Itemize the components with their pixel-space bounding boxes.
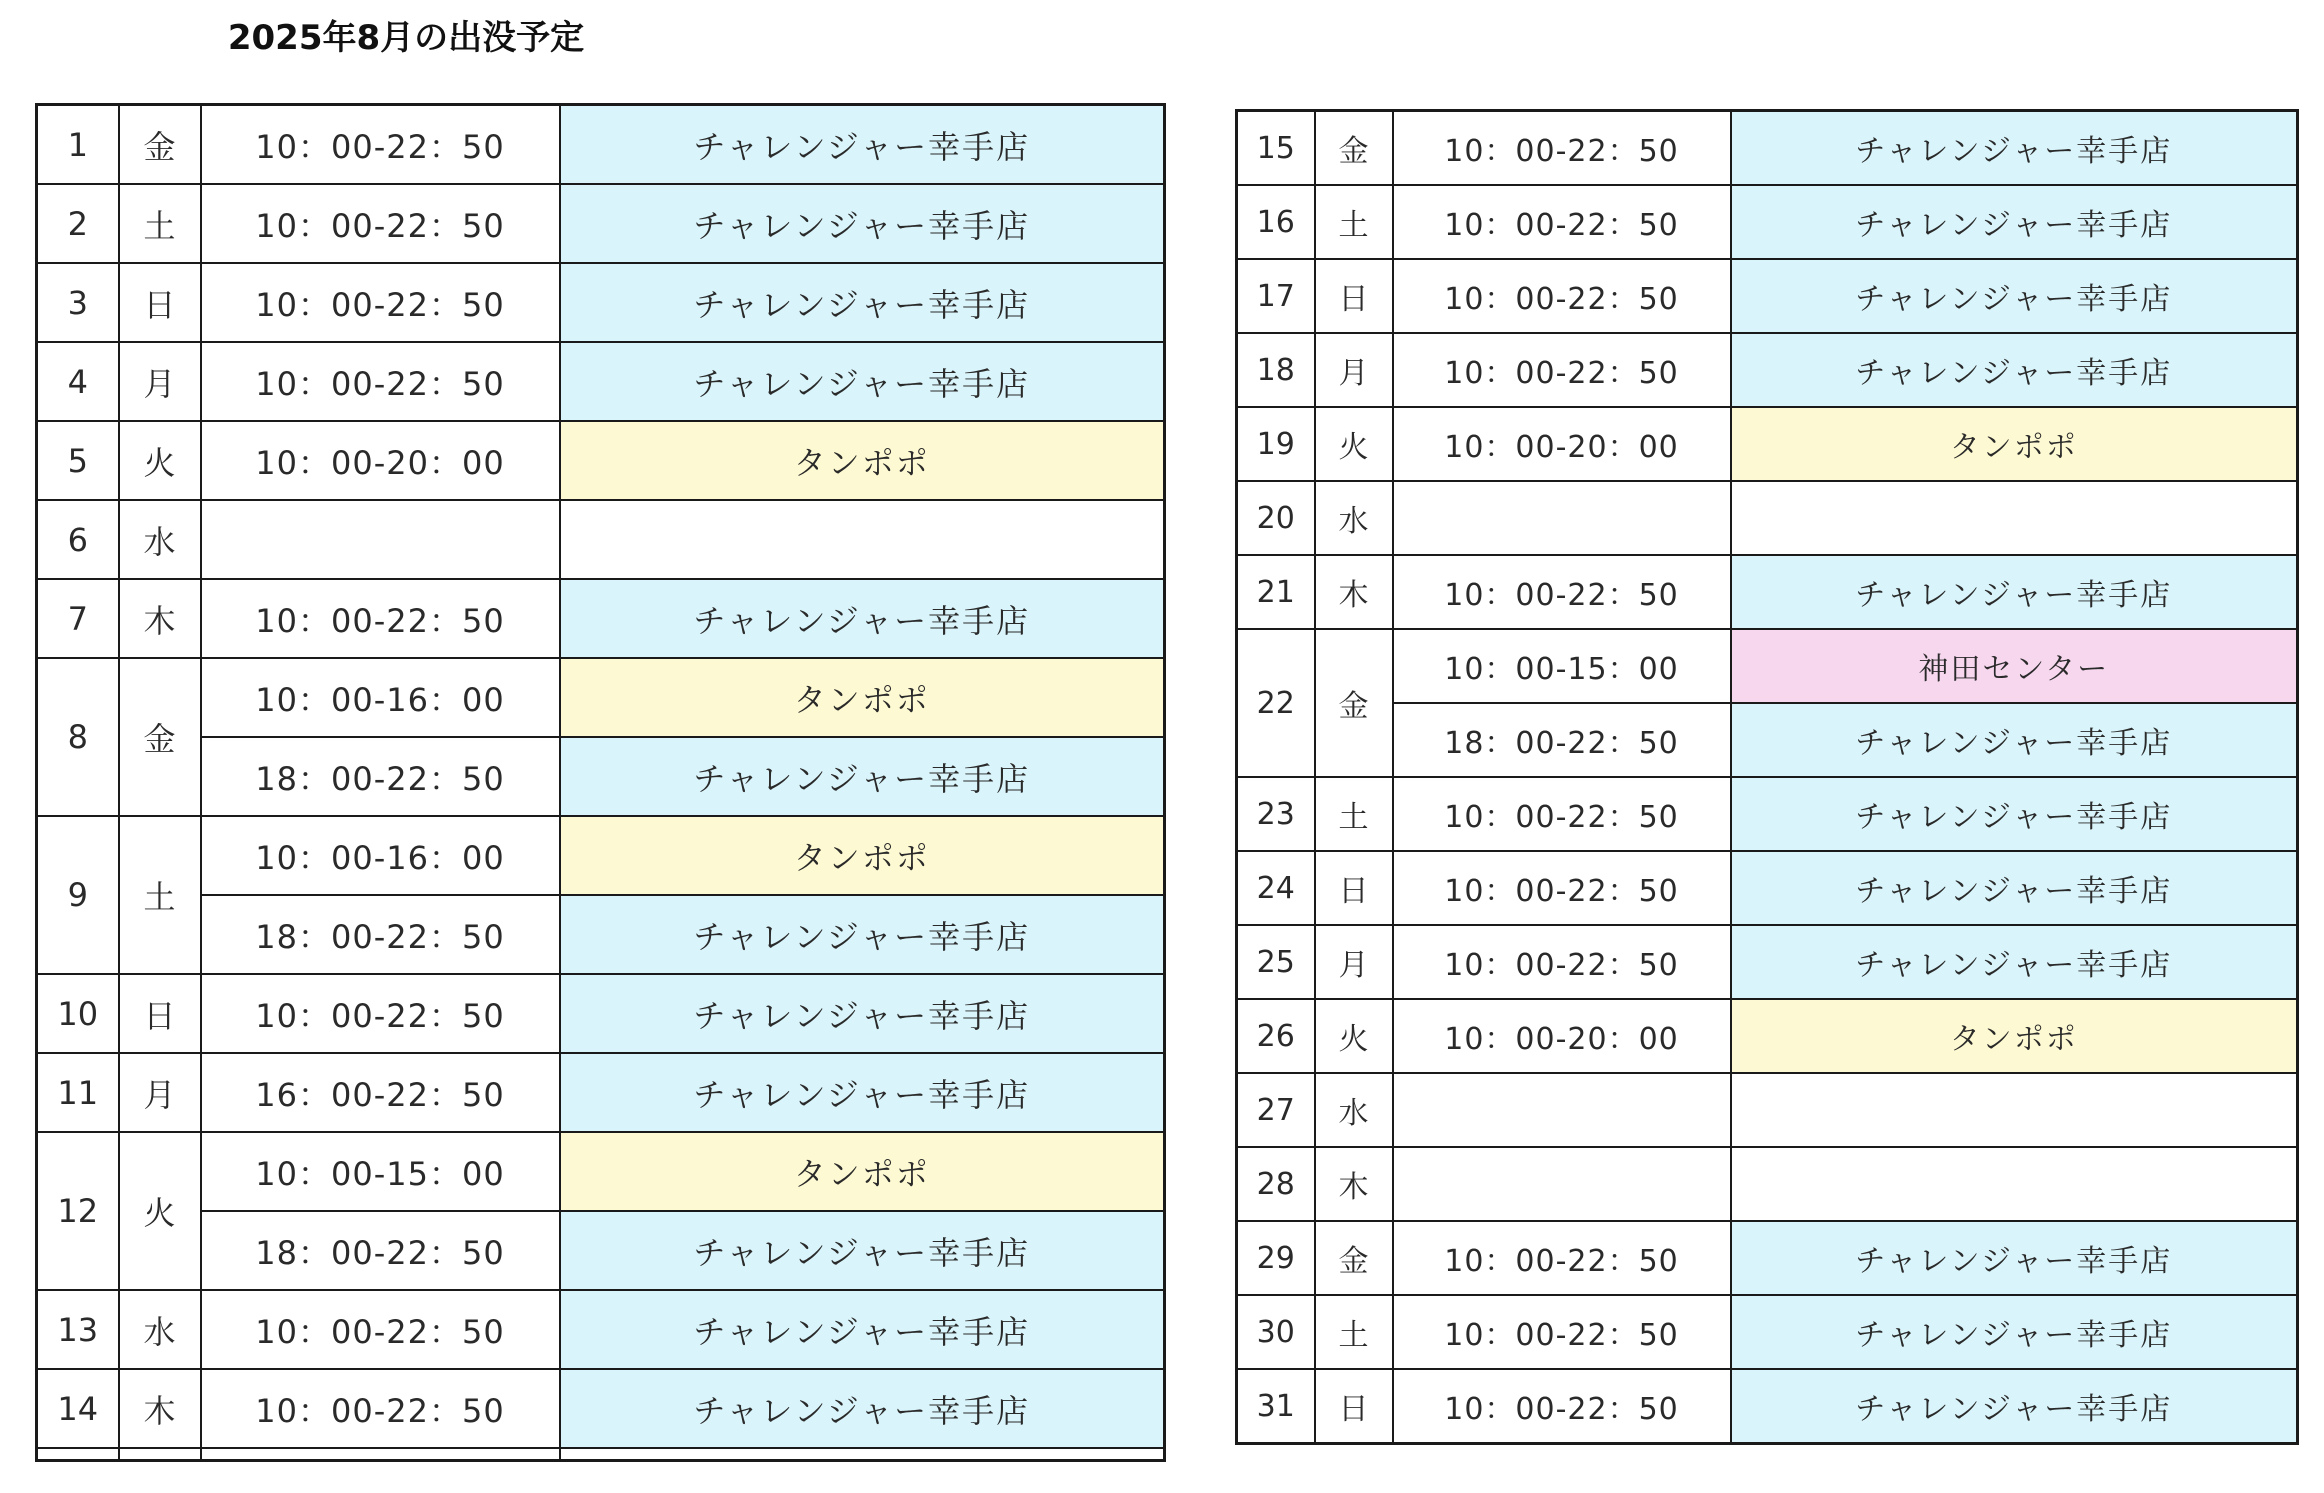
weekday: 金: [1315, 111, 1393, 186]
schedule-row: [1237, 481, 2298, 555]
location: チャレンジャー幸手店: [1731, 185, 2298, 259]
cut-off-cell: [201, 1448, 560, 1461]
weekday: 月: [119, 342, 201, 421]
day-number: 13: [37, 1290, 119, 1369]
location: チャレンジャー幸手店: [560, 1053, 1165, 1132]
weekday: 火: [1315, 999, 1393, 1073]
location: チャレンジャー幸手店: [560, 105, 1165, 185]
time-range: [1393, 1073, 1731, 1147]
schedule-row: [1237, 777, 2298, 851]
schedule-row: [37, 895, 1165, 974]
schedule-row: [1237, 111, 2298, 186]
weekday: 日: [1315, 1369, 1393, 1444]
time-range: 18：00-22：50: [201, 1211, 560, 1290]
day-number: 10: [37, 974, 119, 1053]
time-range: 10：00-20：00: [201, 421, 560, 500]
location: チャレンジャー幸手店: [1731, 703, 2298, 777]
location: チャレンジャー幸手店: [560, 263, 1165, 342]
time-range: 10：00-20：00: [1393, 999, 1731, 1073]
time-range: 10：00-22：50: [1393, 259, 1731, 333]
weekday: 土: [119, 816, 201, 974]
time-range: 10：00-22：50: [1393, 185, 1731, 259]
location: タンポポ: [560, 421, 1165, 500]
time-range: 10：00-22：50: [1393, 111, 1731, 186]
time-range: 16：00-22：50: [201, 1053, 560, 1132]
cut-off-cell: [37, 1448, 119, 1461]
location: タンポポ: [1731, 999, 2298, 1073]
weekday: 月: [1315, 333, 1393, 407]
weekday: 水: [1315, 481, 1393, 555]
location: タンポポ: [560, 1132, 1165, 1211]
schedule-row: [1237, 555, 2298, 629]
day-number: 25: [1237, 925, 1315, 999]
location: タンポポ: [560, 816, 1165, 895]
day-number: 3: [37, 263, 119, 342]
schedule-row: [37, 421, 1165, 500]
weekday: 土: [119, 184, 201, 263]
day-number: 11: [37, 1053, 119, 1132]
weekday: 木: [119, 1369, 201, 1448]
location: チャレンジャー幸手店: [1731, 925, 2298, 999]
weekday: 日: [119, 263, 201, 342]
time-range: 10：00-15：00: [1393, 629, 1731, 703]
day-number: 8: [37, 658, 119, 816]
weekday: 土: [1315, 777, 1393, 851]
day-number: 28: [1237, 1147, 1315, 1221]
schedule-row: [37, 1053, 1165, 1132]
weekday: 水: [119, 1290, 201, 1369]
schedule-row: [1237, 629, 2298, 703]
schedule-row: [1237, 185, 2298, 259]
location: チャレンジャー幸手店: [1731, 1369, 2298, 1444]
day-number: 2: [37, 184, 119, 263]
weekday: 土: [1315, 1295, 1393, 1369]
schedule-row: [37, 263, 1165, 342]
schedule-row: [1237, 1295, 2298, 1369]
time-range: [1393, 481, 1731, 555]
location: チャレンジャー幸手店: [1731, 851, 2298, 925]
time-range: 10：00-22：50: [1393, 1221, 1731, 1295]
weekday: 火: [119, 1132, 201, 1290]
time-range: 10：00-22：50: [1393, 333, 1731, 407]
time-range: 10：00-22：50: [201, 579, 560, 658]
weekday: 金: [1315, 1221, 1393, 1295]
location: チャレンジャー幸手店: [1731, 777, 2298, 851]
weekday: 金: [1315, 629, 1393, 777]
day-number: 21: [1237, 555, 1315, 629]
weekday: 火: [119, 421, 201, 500]
day-number: 18: [1237, 333, 1315, 407]
location: タンポポ: [560, 658, 1165, 737]
time-range: [1393, 1147, 1731, 1221]
weekday: 月: [1315, 925, 1393, 999]
time-range: 10：00-22：50: [201, 342, 560, 421]
schedule-row: [1237, 851, 2298, 925]
time-range: 18：00-22：50: [1393, 703, 1731, 777]
schedule-row: [1237, 407, 2298, 481]
time-range: 10：00-22：50: [201, 184, 560, 263]
schedule-row: [37, 579, 1165, 658]
time-range: 10：00-20：00: [1393, 407, 1731, 481]
cut-off-cell: [119, 1448, 201, 1461]
time-range: 10：00-22：50: [1393, 925, 1731, 999]
time-range: 10：00-22：50: [1393, 851, 1731, 925]
schedule-row: [37, 500, 1165, 579]
page-title: 2025年8月の出没予定: [227, 17, 585, 58]
schedule-row: [1237, 259, 2298, 333]
location: [560, 500, 1165, 579]
weekday: 金: [119, 658, 201, 816]
schedule-row: [37, 342, 1165, 421]
day-number: 4: [37, 342, 119, 421]
day-number: 9: [37, 816, 119, 974]
schedule-table-right: [1235, 109, 2299, 1445]
time-range: 10：00-22：50: [201, 105, 560, 185]
location: [1731, 1147, 2298, 1221]
weekday: 木: [1315, 1147, 1393, 1221]
schedule-row: [37, 658, 1165, 737]
time-range: 10：00-22：50: [1393, 1369, 1731, 1444]
location: [1731, 1073, 2298, 1147]
day-number: 17: [1237, 259, 1315, 333]
day-number: 5: [37, 421, 119, 500]
day-number: 30: [1237, 1295, 1315, 1369]
time-range: 10：00-22：50: [201, 1290, 560, 1369]
location: 神田センター: [1731, 629, 2298, 703]
schedule-row: [1237, 1221, 2298, 1295]
day-number: 6: [37, 500, 119, 579]
weekday: 金: [119, 105, 201, 185]
location: チャレンジャー幸手店: [1731, 111, 2298, 186]
schedule-row: [37, 974, 1165, 1053]
weekday: 日: [1315, 259, 1393, 333]
time-range: 10：00-16：00: [201, 816, 560, 895]
schedule-row: [1237, 703, 2298, 777]
location: チャレンジャー幸手店: [560, 737, 1165, 816]
schedule-row: [1237, 1073, 2298, 1147]
location: [1731, 481, 2298, 555]
day-number: 31: [1237, 1369, 1315, 1444]
schedule-row: [37, 184, 1165, 263]
schedule-row: [37, 816, 1165, 895]
time-range: 10：00-22：50: [201, 974, 560, 1053]
day-number: 27: [1237, 1073, 1315, 1147]
schedule-row: [1237, 925, 2298, 999]
weekday: 木: [1315, 555, 1393, 629]
weekday: 月: [119, 1053, 201, 1132]
weekday: 火: [1315, 407, 1393, 481]
time-range: 10：00-22：50: [201, 263, 560, 342]
schedule-row: [37, 1211, 1165, 1290]
day-number: 16: [1237, 185, 1315, 259]
day-number: 24: [1237, 851, 1315, 925]
weekday: 日: [1315, 851, 1393, 925]
day-number: 1: [37, 105, 119, 185]
weekday: 日: [119, 974, 201, 1053]
schedule-table-left: [35, 103, 1166, 1462]
day-number: 22: [1237, 629, 1315, 777]
location: チャレンジャー幸手店: [1731, 1221, 2298, 1295]
day-number: 20: [1237, 481, 1315, 555]
schedule-row: [1237, 1147, 2298, 1221]
weekday: 木: [119, 579, 201, 658]
schedule-row: [37, 1369, 1165, 1448]
location: チャレンジャー幸手店: [1731, 333, 2298, 407]
day-number: 12: [37, 1132, 119, 1290]
location: チャレンジャー幸手店: [1731, 1295, 2298, 1369]
schedule-row: [37, 1290, 1165, 1369]
weekday: 水: [119, 500, 201, 579]
cut-off-cell: [560, 1448, 1165, 1461]
time-range: 10：00-16：00: [201, 658, 560, 737]
location: チャレンジャー幸手店: [560, 1369, 1165, 1448]
day-number: 14: [37, 1369, 119, 1448]
time-range: [201, 500, 560, 579]
time-range: 10：00-22：50: [1393, 1295, 1731, 1369]
schedule-row: [1237, 999, 2298, 1073]
weekday: 土: [1315, 185, 1393, 259]
location: チャレンジャー幸手店: [560, 974, 1165, 1053]
day-number: 7: [37, 579, 119, 658]
day-number: 26: [1237, 999, 1315, 1073]
location: チャレンジャー幸手店: [560, 342, 1165, 421]
day-number: 19: [1237, 407, 1315, 481]
time-range: 18：00-22：50: [201, 895, 560, 974]
time-range: 10：00-22：50: [201, 1369, 560, 1448]
location: チャレンジャー幸手店: [560, 895, 1165, 974]
location: チャレンジャー幸手店: [560, 184, 1165, 263]
schedule-row: [1237, 333, 2298, 407]
time-range: 18：00-22：50: [201, 737, 560, 816]
time-range: 10：00-22：50: [1393, 777, 1731, 851]
location: チャレンジャー幸手店: [560, 1211, 1165, 1290]
schedule-row: [37, 737, 1165, 816]
day-number: 15: [1237, 111, 1315, 186]
location: チャレンジャー幸手店: [1731, 259, 2298, 333]
day-number: 23: [1237, 777, 1315, 851]
location: タンポポ: [1731, 407, 2298, 481]
schedule-row: [1237, 1369, 2298, 1444]
location: チャレンジャー幸手店: [1731, 555, 2298, 629]
time-range: 10：00-15：00: [201, 1132, 560, 1211]
location: チャレンジャー幸手店: [560, 1290, 1165, 1369]
time-range: 10：00-22：50: [1393, 555, 1731, 629]
schedule-row: [37, 105, 1165, 185]
cut-off-row: [37, 1448, 1165, 1461]
weekday: 水: [1315, 1073, 1393, 1147]
schedule-row: [37, 1132, 1165, 1211]
day-number: 29: [1237, 1221, 1315, 1295]
location: チャレンジャー幸手店: [560, 579, 1165, 658]
